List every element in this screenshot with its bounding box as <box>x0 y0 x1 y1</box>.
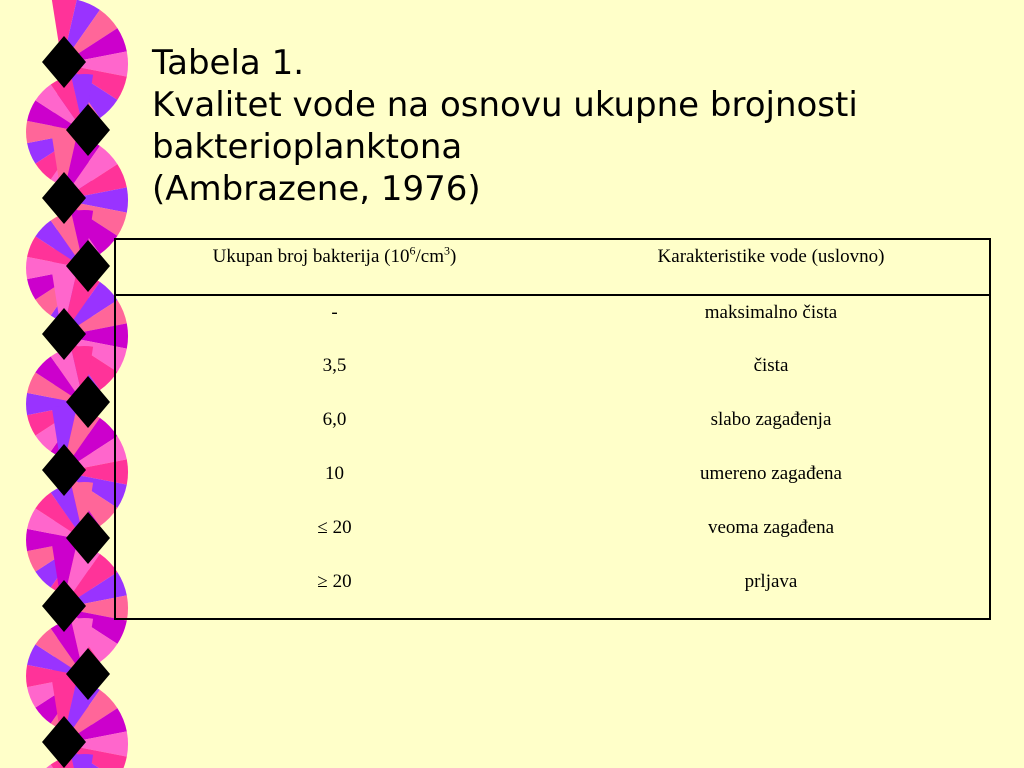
header-exponent-6: 6 <box>409 243 416 258</box>
bacteria-count-cell: - <box>331 302 338 323</box>
fan-segment <box>71 754 93 768</box>
water-quality-cell: veoma zagađena <box>707 517 835 538</box>
bacteria-count-cell: ≤ 20 <box>317 517 352 538</box>
table-row <box>115 295 990 349</box>
water-quality-cell: slabo zagađenja <box>710 409 832 430</box>
header-bacteria-count <box>115 239 553 295</box>
title-line-2: Kvalitet vode na osnovu ukupne brojnosti <box>152 85 858 125</box>
header-exponent-3: 3 <box>443 243 450 258</box>
water-quality-cell: umereno zagađena <box>700 463 842 484</box>
header-close-paren: ) <box>449 246 457 267</box>
bacteria-count-cell: 3,5 <box>322 355 347 376</box>
table-row <box>115 349 990 403</box>
title-line-3: bakterioplanktona <box>152 127 463 167</box>
slide-title <box>152 42 1012 210</box>
water-quality-cell: prljava <box>744 571 798 592</box>
water-quality-cell: maksimalno čista <box>704 302 838 323</box>
water-quality-table <box>114 238 991 620</box>
bacteria-count-cell: ≥ 20 <box>317 571 352 592</box>
water-quality-cell: čista <box>753 355 789 376</box>
bacteria-count-cell: 6,0 <box>322 409 347 430</box>
table-row <box>115 457 990 511</box>
table-row <box>115 511 990 565</box>
bacteria-count-cell: 10 <box>325 463 344 484</box>
table-header-row <box>115 239 990 295</box>
title-line-4: (Ambrazene, 1976) <box>152 169 481 209</box>
table-row <box>115 565 990 619</box>
header-bacteria-count-text: Ukupan broj bakterija (10 <box>212 246 410 267</box>
header-unit-text: /cm <box>415 246 444 267</box>
table-row <box>115 403 990 457</box>
title-line-1: Tabela 1. <box>152 43 305 83</box>
header-water-characteristics: Karakteristike vode (uslovno) <box>553 239 990 295</box>
